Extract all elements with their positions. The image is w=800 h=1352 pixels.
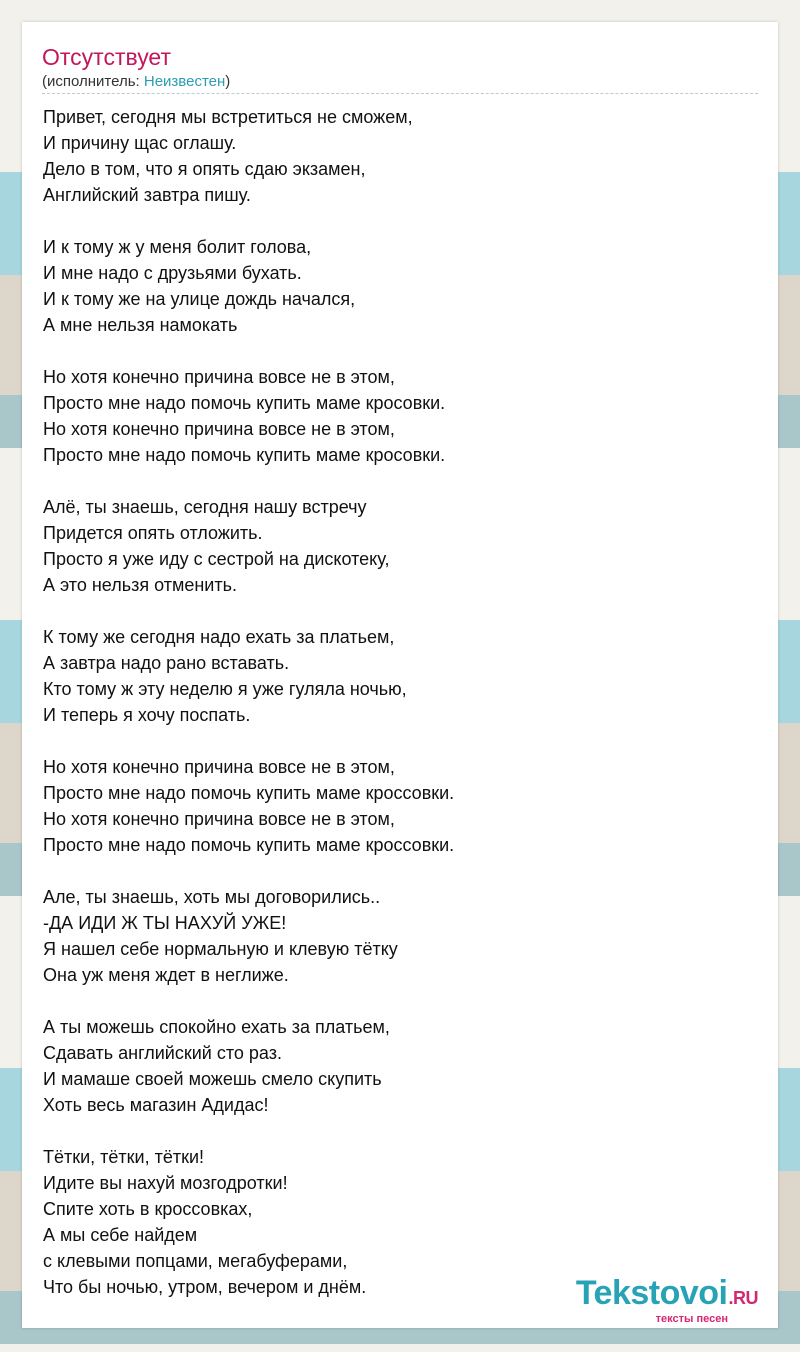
site-logo[interactable] (576, 1275, 758, 1325)
lyrics-line: К тому же сегодня надо ехать за платьем, (43, 627, 395, 647)
lyrics-line: Спите хоть в кроссовках, (43, 1199, 253, 1219)
lyrics-line: Идите вы нахуй мозгодротки! (43, 1173, 288, 1193)
lyrics-stanza (43, 754, 758, 858)
lyrics-line: Английский завтра пишу. (43, 185, 251, 205)
lyrics-card (22, 22, 778, 1328)
lyrics-line: И мамаше своей можешь смело скупить (43, 1069, 382, 1089)
lyrics-line: с клевыми попцами, мегабуферами, (43, 1251, 348, 1271)
lyrics-line: Придется опять отложить. (43, 523, 263, 543)
lyrics-line: Але, ты знаешь, хоть мы договорились.. (43, 887, 381, 907)
lyrics-line: И причину щас оглашу. (43, 133, 237, 153)
performer-line (42, 73, 230, 91)
lyrics-line: Просто мне надо помочь купить маме кросовки. (43, 393, 446, 413)
lyrics-line: Просто мне надо помочь купить маме кроссовки. (43, 783, 455, 803)
performer-suffix: ) (225, 73, 231, 90)
lyrics-line: Но хотя конечно причина вовсе не в этом, (43, 757, 395, 777)
lyrics-stanza (43, 104, 758, 208)
lyrics-line: Что бы ночью, утром, вечером и днём. (43, 1277, 367, 1297)
lyrics-line: Просто мне надо помочь купить маме кросовки. (43, 445, 446, 465)
lyrics-line: Кто тому ж эту неделю я уже гуляла ночью, (43, 679, 407, 699)
lyrics-line: И мне надо с друзьями бухать. (43, 263, 302, 283)
lyrics-line: Сдавать английский сто раз. (43, 1043, 282, 1063)
lyrics-stanza (43, 624, 758, 728)
lyrics-line: А мне нельзя намокать (43, 315, 238, 335)
lyrics-line: А это нельзя отменить. (43, 575, 237, 595)
lyrics-line: Алё, ты знаешь, сегодня нашу встречу (43, 497, 367, 517)
lyrics-line: И теперь я хочу поспать. (43, 705, 251, 725)
lyrics-line: Хоть весь магазин Адидас! (43, 1095, 269, 1115)
lyrics-line: И к тому же на улице дождь начался, (43, 289, 356, 309)
title-divider (42, 93, 758, 94)
lyrics-line: И к тому ж у меня болит голова, (43, 237, 312, 257)
lyrics-text (43, 104, 758, 1326)
lyrics-line: А мы себе найдем (43, 1225, 198, 1245)
performer-link[interactable]: Неизвестен (143, 73, 226, 90)
lyrics-line: Но хотя конечно причина вовсе не в этом, (43, 419, 395, 439)
logo-name: Tekstovoi (575, 1274, 728, 1312)
song-title: Отсутствует (42, 44, 171, 70)
lyrics-stanza (43, 364, 758, 468)
lyrics-line: А завтра надо рано вставать. (43, 653, 290, 673)
lyrics-line: Просто я уже иду с сестрой на дискотеку, (43, 549, 390, 569)
lyrics-stanza (43, 1014, 758, 1118)
lyrics-line: Тётки, тётки, тётки! (43, 1147, 205, 1167)
lyrics-line: Она уж меня ждет в неглиже. (43, 965, 289, 985)
lyrics-line: Я нашел себе нормальную и клевую тётку (43, 939, 398, 959)
lyrics-line: Но хотя конечно причина вовсе не в этом, (43, 809, 395, 829)
lyrics-line: Но хотя конечно причина вовсе не в этом, (43, 367, 395, 387)
lyrics-line: Дело в том, что я опять сдаю экзамен, (43, 159, 366, 179)
lyrics-line: Привет, сегодня мы встретиться не сможем, (43, 107, 413, 127)
lyrics-stanza (43, 494, 758, 598)
lyrics-line: Просто мне надо помочь купить маме кроссовки. (43, 835, 455, 855)
lyrics-stanza (43, 884, 758, 988)
lyrics-stanza (43, 234, 758, 338)
lyrics-line: А ты можешь спокойно ехать за платьем, (43, 1017, 390, 1037)
logo-tld: .RU (728, 1288, 758, 1308)
performer-prefix: (исполнитель: (42, 73, 144, 90)
lyrics-line: -ДА ИДИ Ж ТЫ НАХУЙ УЖЕ! (43, 913, 287, 933)
logo-tagline: тексты песен (655, 1313, 728, 1325)
